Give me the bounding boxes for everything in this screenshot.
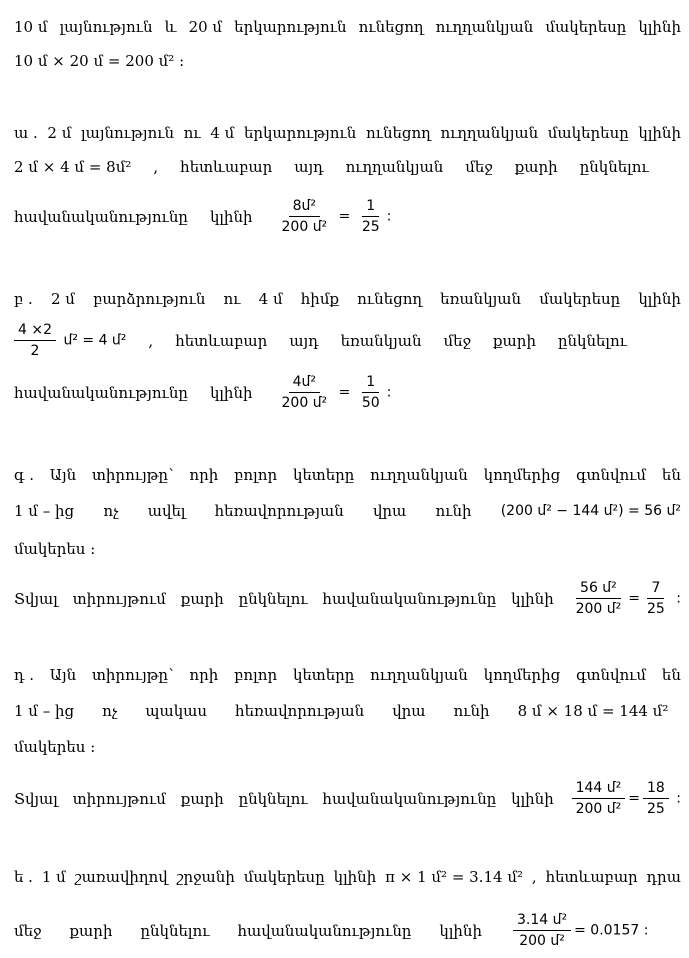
word: վրա	[392, 702, 426, 720]
c-area-expression: (200 մ² − 144 մ²) = 56 մ²	[500, 503, 681, 519]
word: քարի	[69, 921, 113, 940]
word: քարի	[514, 158, 558, 176]
word: մեջ	[14, 921, 42, 940]
word: լայնություն	[81, 124, 175, 142]
word: հավանականությունը	[14, 383, 188, 402]
word: 10 մ	[14, 18, 48, 36]
word: Տվյալ	[14, 789, 58, 808]
word: ընկնելու	[557, 331, 627, 350]
word: շառավիղով	[74, 868, 168, 886]
b-area-expression: $\frac{4 \times 2}{2}$ մ² = 4 մ²	[14, 322, 126, 359]
word: ավել	[147, 502, 186, 520]
word: կլինի	[333, 868, 377, 886]
word: հետևաբար	[175, 331, 268, 350]
word: ունեցող	[357, 290, 423, 308]
word: կլինի	[638, 290, 681, 308]
word: պակաս	[145, 702, 208, 720]
word: հետևաբար	[180, 158, 273, 176]
word: 4 մ	[210, 124, 235, 142]
word: երկարություն	[234, 18, 347, 36]
word: ընկնելու	[238, 789, 308, 808]
word: և	[164, 18, 177, 36]
word: քարի	[180, 589, 224, 608]
word: դրա	[646, 868, 681, 886]
word: ոչ	[103, 502, 119, 520]
word: բոլոր	[234, 466, 278, 484]
a-line-3	[14, 198, 681, 235]
c-line-3	[14, 540, 681, 558]
word: տիրույթը՝	[91, 466, 174, 484]
word: մակերես :	[14, 738, 96, 756]
word: ունեցող	[365, 124, 431, 142]
word: տիրույթում	[72, 589, 166, 608]
word: քարի	[493, 331, 536, 350]
word: հավանականությունը	[14, 207, 188, 226]
intro-line-2	[14, 52, 681, 70]
d-line-2	[14, 702, 681, 720]
word: եռանկյան	[440, 290, 522, 308]
word: ու	[223, 290, 241, 308]
word: կետերը	[292, 666, 355, 684]
word: մեջ	[443, 331, 472, 350]
word: են	[661, 666, 681, 684]
item-label-e: ե .	[14, 868, 33, 886]
word: են	[661, 466, 681, 484]
intro-line-1	[14, 18, 681, 36]
word: բոլոր	[234, 666, 278, 684]
word: 4 մ	[258, 290, 283, 308]
word: կլինի	[511, 789, 554, 808]
c-line-1	[14, 466, 681, 484]
item-label-d: դ .	[14, 666, 34, 684]
word: մակերեսը	[539, 290, 621, 308]
word: բարձրություն	[93, 290, 206, 308]
b-line-3	[14, 374, 681, 411]
e-area-expression: π × 1 մ² = 3.14 մ²	[385, 868, 524, 886]
d-probability: $\frac{\text{144 մ²}}{\text{200 մ²}}$ = $\frac{18}{25}$ :	[569, 780, 681, 817]
a-line-1	[14, 124, 681, 142]
word: գտնվում	[576, 666, 647, 684]
word: ունի	[453, 702, 490, 720]
word: գտնվում	[576, 466, 647, 484]
word: վրա	[372, 502, 407, 520]
e-probability: $\frac{\text{3.14 մ²}}{\text{200 մ²}}$ = 0.0157 :	[510, 912, 648, 949]
item-label-c: գ .	[14, 466, 34, 484]
c-probability: $\frac{\text{56 մ²}}{\text{200 մ²}}$ = $\frac{7}{25}$ :	[575, 580, 681, 617]
word: հավանականությունը	[322, 789, 497, 808]
word: Տվյալ	[14, 589, 58, 608]
word: 1 մ	[41, 868, 66, 886]
a-line-2: 2 մ × 4 մ = 8մ² , հետևաբար այդ ուղղանկյան մեջ քարի ընկնելու	[14, 158, 649, 176]
word: որի	[189, 666, 219, 684]
word: հետևաբար	[545, 868, 638, 886]
d-line-4	[14, 780, 681, 817]
word: կլինի	[209, 383, 253, 402]
c-line-4	[14, 580, 681, 617]
word: ու	[183, 124, 201, 142]
word: կլինի	[638, 124, 681, 142]
word: մեջ	[465, 158, 493, 176]
word: 20 մ	[188, 18, 223, 36]
word: լայնություն	[59, 18, 153, 36]
word: կողմերից	[483, 466, 561, 484]
word: այդ	[289, 331, 319, 350]
b-line-2: $\frac{4 \times 2}{2}$ մ² = 4 մ² , հետևաբար այդ եռանկյան մեջ քարի ընկնելու	[14, 322, 569, 359]
word: ընկնելու	[579, 158, 649, 176]
word: հավանականությունը	[322, 589, 497, 608]
a-area-expression: 2 մ × 4 մ = 8մ²	[14, 158, 132, 176]
word: այդ	[294, 158, 324, 176]
word: շրջանի	[176, 868, 235, 886]
word: ուղղանկյան	[370, 666, 468, 684]
word: կետերը	[292, 466, 355, 484]
word: կլինի	[511, 589, 554, 608]
word: որի	[189, 466, 219, 484]
word: ունեցող	[358, 18, 424, 36]
e-line-1: ե . 1 մ շառավիղով շրջանի մակերեսը կլինի π × 1 մ² = 3.14 մ² , հետևաբար դրա	[14, 868, 681, 886]
d-line-1	[14, 666, 681, 684]
c-line-2	[14, 502, 681, 520]
intro-expression: 10 մ × 20 մ = 200 մ² :	[14, 52, 185, 70]
word: կլինի	[439, 921, 482, 940]
word: մակերեսը	[545, 18, 627, 36]
word: քարի	[180, 789, 224, 808]
b-line-1	[14, 290, 681, 308]
word: երկարություն	[243, 124, 357, 142]
word: ընկնելու	[238, 589, 308, 608]
b-probability: $\frac{\text{4մ²}}{\text{200 մ²}}$ = $\frac{1}{50}$ :	[281, 374, 392, 411]
word: ուղղանկյան	[440, 124, 539, 142]
word: հեռավորության	[214, 502, 344, 520]
d-area-expression: 8 մ × 18 մ = 144 մ²	[517, 702, 669, 720]
a-probability: $\frac{\text{8մ²}}{\text{200 մ²}}$ = $\frac{1}{25}$ :	[281, 198, 392, 235]
word: Այն	[49, 666, 77, 684]
word: 1 մ – ից	[14, 702, 75, 720]
word: կլինի	[638, 18, 681, 36]
item-label-a: ա .	[14, 124, 38, 142]
word: ընկնելու	[140, 921, 210, 940]
word: ունի	[435, 502, 472, 520]
word: մակերեսը	[547, 124, 629, 142]
word: ուղղանկյան	[435, 18, 534, 36]
word: եռանկյան	[340, 331, 422, 350]
word: տիրույթը՝	[91, 666, 174, 684]
word: հիմք	[300, 290, 340, 308]
word: հավանականությունը	[237, 921, 412, 940]
item-label-b: բ .	[14, 290, 33, 308]
word: հեռավորության	[235, 702, 365, 720]
e-line-2	[14, 912, 681, 949]
word: ուղղանկյան	[345, 158, 444, 176]
word: ուղղանկյան	[370, 466, 468, 484]
word: Այն	[49, 466, 77, 484]
word: մակերես :	[14, 540, 96, 558]
d-line-3	[14, 738, 681, 756]
word: կողմերից	[483, 666, 561, 684]
word: 2 մ	[47, 124, 72, 142]
word: տիրույթում	[72, 789, 166, 808]
word: կլինի	[209, 207, 253, 226]
word: ոչ	[102, 702, 118, 720]
word: 1 մ – ից	[14, 502, 75, 520]
word: 2 մ	[50, 290, 75, 308]
word: մակերեսը	[243, 868, 325, 886]
